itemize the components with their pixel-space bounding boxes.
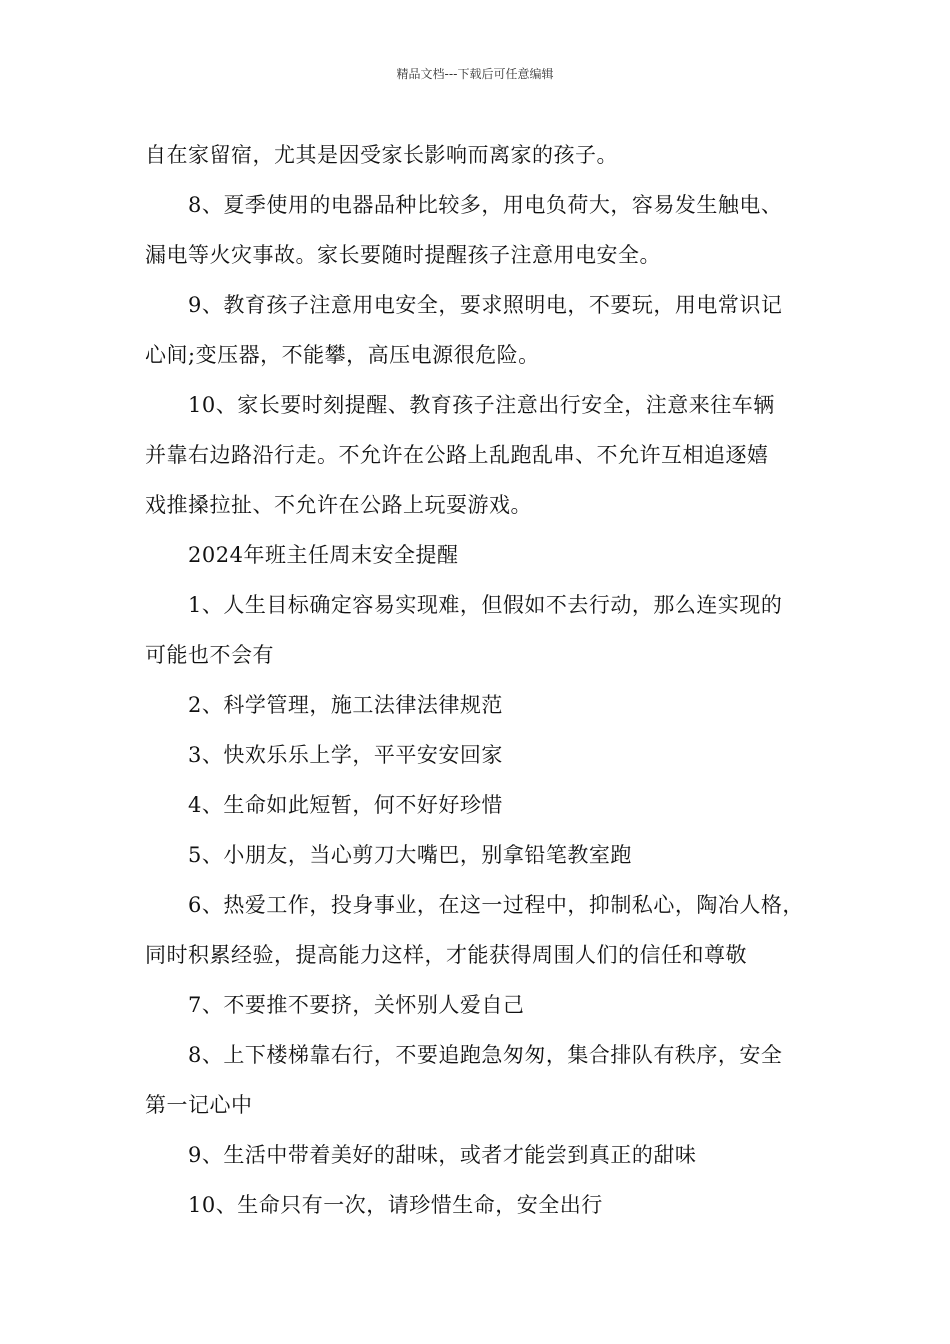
text-line: 1、人生目标确定容易实现难，但假如不去行动，那么连实现的 [188, 593, 783, 617]
section-title: 2024年班主任周末安全提醒 [188, 543, 459, 567]
text-line: 10、家长要时刻提醒、教育孩子注意出行安全，注意来往车辆 [188, 393, 775, 417]
text-line: 7、不要推不要挤，关怀别人爱自己 [188, 993, 525, 1017]
text-line: 4、生命如此短暂，何不好好珍惜 [188, 793, 503, 817]
text-line: 心间;变压器，不能攀，高压电源很危险。 [145, 343, 540, 367]
text-line: 可能也不会有 [145, 643, 274, 667]
text-line: 6、热爱工作，投身事业，在这一过程中，抑制私心，陶冶人格， [188, 893, 804, 917]
text-line: 10、生命只有一次，请珍惜生命，安全出行 [188, 1193, 603, 1217]
text-line: 2、科学管理，施工法律法律规范 [188, 693, 503, 717]
text-line: 同时积累经验，提高能力这样，才能获得周围人们的信任和尊敬 [145, 943, 747, 967]
text-line: 并靠右边路沿行走。不允许在公路上乱跑乱串、不允许互相追逐嬉 [145, 443, 769, 467]
page-header: 精品文档---下载后可任意编辑 [396, 67, 554, 81]
text-line: 3、快欢乐乐上学，平平安安回家 [188, 743, 503, 767]
text-line: 9、生活中带着美好的甜味，或者才能尝到真正的甜味 [188, 1143, 697, 1167]
text-line: 戏推搡拉扯、不允许在公路上玩耍游戏。 [145, 493, 532, 517]
text-line: 漏电等火灾事故。家长要随时提醒孩子注意用电安全。 [145, 243, 661, 267]
text-line: 自在家留宿，尤其是因受家长影响而离家的孩子。 [145, 143, 618, 167]
document-body [145, 130, 825, 1230]
text-line: 第一记心中 [145, 1093, 253, 1117]
text-line: 8、夏季使用的电器品种比较多，用电负荷大，容易发生触电、 [188, 193, 783, 217]
text-line: 8、上下楼梯靠右行，不要追跑急匆匆，集合排队有秩序，安全 [188, 1043, 783, 1067]
text-line: 5、小朋友，当心剪刀大嘴巴，别拿铅笔教室跑 [188, 843, 632, 867]
text-line: 9、教育孩子注意用电安全，要求照明电，不要玩，用电常识记 [188, 293, 783, 317]
